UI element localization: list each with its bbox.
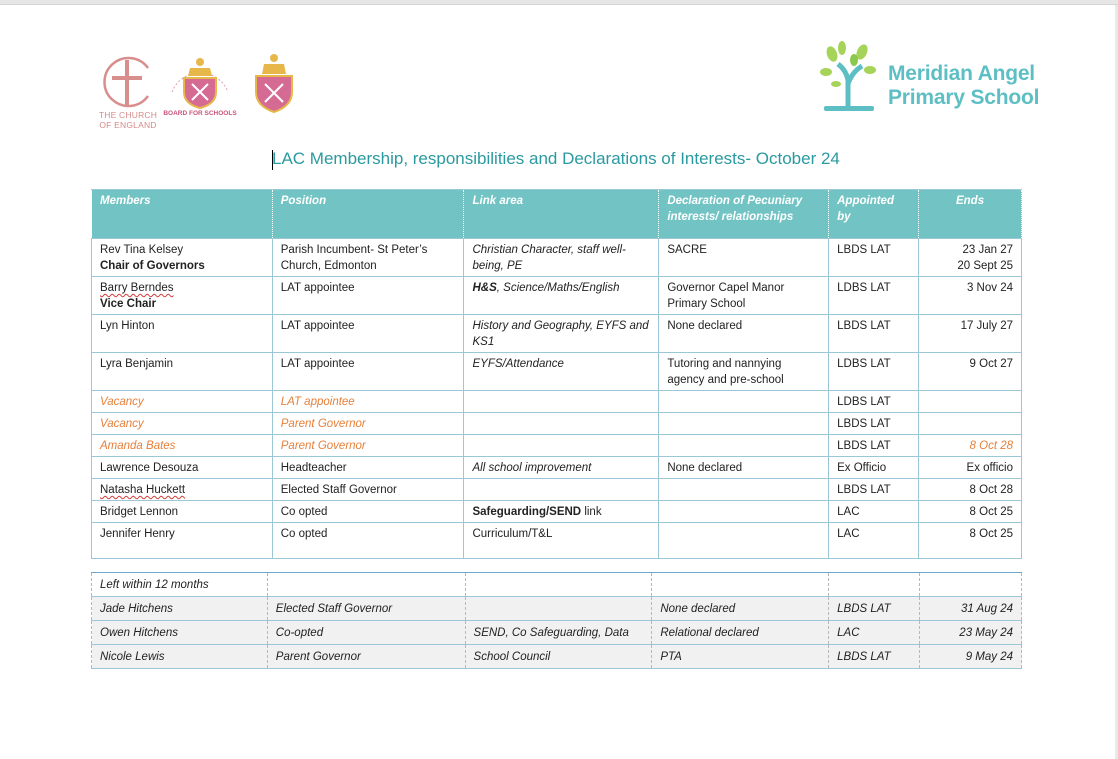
table-row (92, 621, 1022, 645)
appointed-cell: LAC (829, 621, 920, 645)
declaration-cell: Tutoring and nannying agency and pre-school (659, 353, 829, 391)
table-row (92, 315, 1022, 353)
declaration-cell: None declared (652, 597, 829, 621)
diocese-subtitle: BOARD FOR SCHOOLS (163, 110, 237, 117)
window-top-border (0, 0, 1118, 5)
table-row (92, 645, 1022, 669)
member-cell: Jennifer Henry (92, 523, 273, 559)
ends-cell: 9 Oct 27 (919, 353, 1022, 391)
empty-cell (267, 573, 465, 597)
member-name: Rev Tina Kelsey (100, 244, 184, 256)
ends-cell (919, 239, 1022, 277)
link-bold: Safeguarding/SEND (472, 506, 582, 518)
ends-cell: 8 Oct 25 (919, 501, 1022, 523)
position-cell: LAT appointee (272, 353, 464, 391)
ends-cell: 23 May 24 (920, 621, 1022, 645)
crest-logo (246, 52, 302, 114)
member-cell: Owen Hitchens (92, 621, 268, 645)
declaration-cell (659, 523, 829, 559)
table-row (92, 597, 1022, 621)
position-cell: Parent Governor (272, 413, 464, 435)
member-cell: Jade Hitchens (92, 597, 268, 621)
appointed-cell: LAC (829, 523, 919, 559)
appointed-cell: LBDS LAT (829, 597, 920, 621)
school-logo (818, 40, 1068, 116)
declaration-cell: Relational declared (652, 621, 829, 645)
table-row (92, 523, 1022, 559)
declaration-cell (659, 501, 829, 523)
member-cell: Amanda Bates (92, 435, 273, 457)
link-bold: H&S (472, 282, 497, 294)
member-cell (92, 239, 273, 277)
position-cell: Co opted (272, 501, 464, 523)
declaration-cell (659, 479, 829, 501)
position-cell: Co-opted (267, 621, 465, 645)
table-row (92, 353, 1022, 391)
header-members: Members (92, 190, 273, 239)
mitre-shield-icon (246, 52, 302, 114)
declaration-cell (659, 435, 829, 457)
left-within-12-months-table (91, 572, 1022, 669)
link-cell (464, 501, 659, 523)
ends-cell: 3 Nov 24 (919, 277, 1022, 315)
empty-cell (829, 573, 920, 597)
document-title[interactable]: LAC Membership, responsibilities and Declarations of Interests- October 24 (272, 149, 840, 168)
position-cell: Elected Staff Governor (272, 479, 464, 501)
empty-cell (652, 573, 829, 597)
member-cell: Lyn Hinton (92, 315, 273, 353)
ends-cell: 8 Oct 25 (919, 523, 1022, 559)
position-cell: Parish Incumbent- St Peter’s Church, Edmonton (272, 239, 464, 277)
declaration-cell (659, 391, 829, 413)
appointed-cell: LAC (829, 501, 919, 523)
member-role: Chair of Governors (100, 260, 205, 272)
appointed-cell: LDBS LAT (829, 391, 919, 413)
appointed-cell: LBDS LAT (829, 435, 919, 457)
link-cell (464, 277, 659, 315)
diocese-of-london-logo (160, 52, 240, 130)
link-cell (464, 391, 659, 413)
link-cell: Christian Character, staff well-being, PE (464, 239, 659, 277)
appointed-cell: LBDS LAT (829, 413, 919, 435)
member-cell: Bridget Lennon (92, 501, 273, 523)
school-name-line1: Meridian Angel (888, 62, 1035, 85)
link-cell (465, 597, 652, 621)
link-cell (464, 435, 659, 457)
appointed-cell: LDBS LAT (829, 277, 919, 315)
header-ends: Ends (919, 190, 1022, 239)
table-header-row (92, 190, 1022, 239)
position-cell: LAT appointee (272, 277, 464, 315)
position-cell: LAT appointee (272, 315, 464, 353)
position-cell: Parent Governor (272, 435, 464, 457)
ends-cell: 9 May 24 (920, 645, 1022, 669)
diocese-shield-icon (160, 52, 240, 110)
appointed-cell: LBDS LAT (829, 645, 920, 669)
table-row (92, 573, 1022, 597)
link-cell (464, 479, 659, 501)
member-name: Barry Berndes (100, 282, 174, 294)
header-declaration: Declaration of Pecuniary interests/ relationships (659, 190, 829, 239)
member-cell (92, 277, 273, 315)
ends-cell (919, 413, 1022, 435)
ends-cell: 8 Oct 28 (919, 479, 1022, 501)
school-name-line2: Primary School (888, 86, 1040, 109)
member-cell: Lawrence Desouza (92, 457, 273, 479)
table-row (92, 239, 1022, 277)
link-cell: SEND, Co Safeguarding, Data (465, 621, 652, 645)
ends-cell (919, 391, 1022, 413)
empty-cell (920, 573, 1022, 597)
declaration-cell: PTA (652, 645, 829, 669)
declaration-cell: None declared (659, 457, 829, 479)
link-cell: School Council (465, 645, 652, 669)
ends-cell: 31 Aug 24 (920, 597, 1022, 621)
link-text: link (581, 506, 602, 518)
position-cell: Elected Staff Governor (267, 597, 465, 621)
member-cell: Lyra Benjamin (92, 353, 273, 391)
table-row (92, 277, 1022, 315)
appointed-cell: LBDS LAT (829, 315, 919, 353)
link-cell: Curriculum/T&L (464, 523, 659, 559)
position-cell: Headteacher (272, 457, 464, 479)
table-row (92, 391, 1022, 413)
table-row (92, 479, 1022, 501)
membership-table (91, 189, 1022, 559)
declaration-cell: None declared (659, 315, 829, 353)
member-cell (92, 479, 273, 501)
school-name (888, 62, 1039, 110)
link-cell: History and Geography, EYFS and KS1 (464, 315, 659, 353)
appointed-cell: Ex Officio (829, 457, 919, 479)
ends-cell: 17 July 27 (919, 315, 1022, 353)
church-of-england-logo (98, 54, 158, 132)
member-role: Vice Chair (100, 298, 157, 310)
empty-cell (465, 573, 652, 597)
link-cell: All school improvement (464, 457, 659, 479)
header-appointed-by: Appointed by (829, 190, 919, 239)
link-cell (464, 413, 659, 435)
appointed-cell: LDBS LAT (829, 353, 919, 391)
table-row (92, 413, 1022, 435)
declaration-cell: Governor Capel Manor Primary School (659, 277, 829, 315)
church-cross-icon (98, 54, 158, 110)
link-cell: EYFS/Attendance (464, 353, 659, 391)
position-cell: Co opted (272, 523, 464, 559)
section-heading: Left within 12 months (92, 573, 268, 597)
member-cell: Vacancy (92, 413, 273, 435)
tree-icon (818, 40, 882, 112)
member-cell: Vacancy (92, 391, 273, 413)
ends-cell: 8 Oct 28 (919, 435, 1022, 457)
link-text: , Science/Maths/English (496, 282, 620, 294)
ends-date-secondary: 20 Sept 25 (957, 260, 1013, 272)
member-cell: Nicole Lewis (92, 645, 268, 669)
declaration-cell: SACRE (659, 239, 829, 277)
declaration-cell (659, 413, 829, 435)
position-cell: Parent Governor (267, 645, 465, 669)
ends-cell: Ex officio (919, 457, 1022, 479)
table-row (92, 457, 1022, 479)
table-row (92, 501, 1022, 523)
position-cell: LAT appointee (272, 391, 464, 413)
appointed-cell: LBDS LAT (829, 239, 919, 277)
header-position: Position (272, 190, 464, 239)
ends-date: 23 Jan 27 (962, 244, 1013, 256)
member-name: Natasha Huckett (100, 484, 186, 496)
table-row (92, 435, 1022, 457)
header-link-area: Link area (464, 190, 659, 239)
coe-wordmark: THE CHURCH OF ENGLAND (98, 110, 158, 130)
appointed-cell: LBDS LAT (829, 479, 919, 501)
